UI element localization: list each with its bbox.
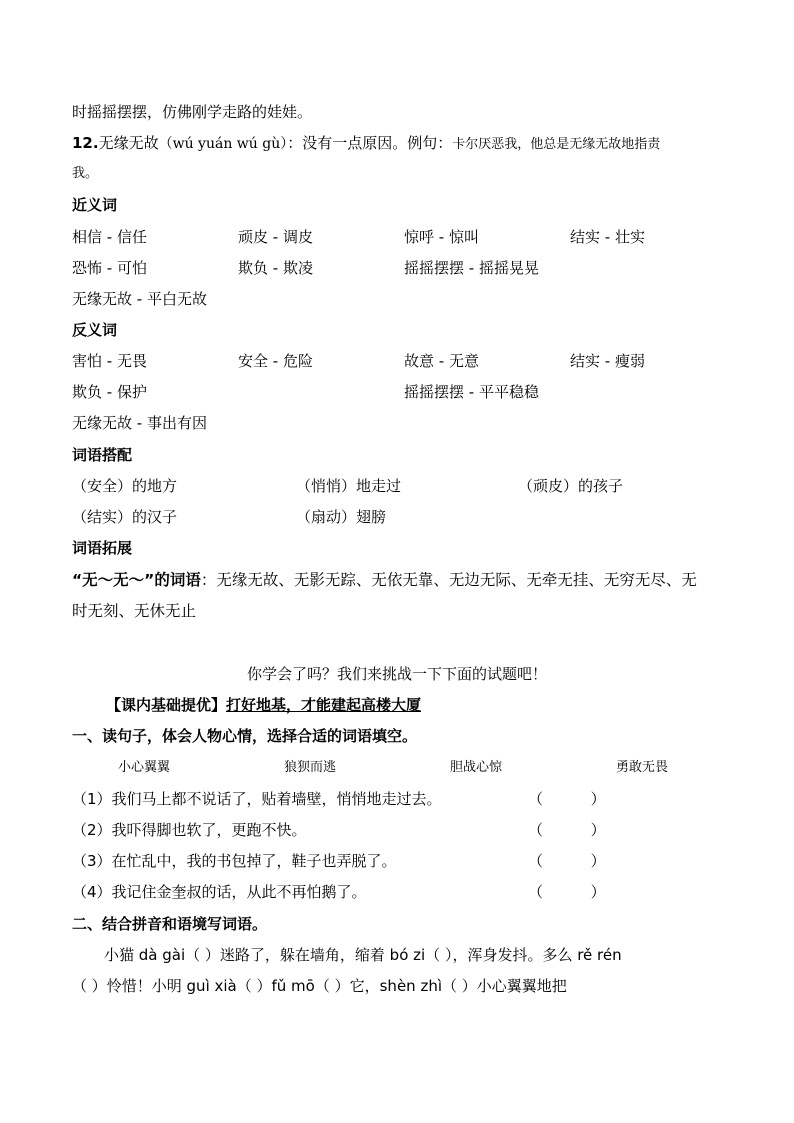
synonyms-heading: 近义词 — [72, 196, 118, 214]
collocation: （顽皮）的孩子 — [518, 477, 624, 495]
antonym-pair: 故意 - 无意 — [404, 352, 479, 370]
section-header — [106, 695, 421, 715]
q2-title: 二、结合拼音和语境写词语。 — [72, 915, 268, 933]
synonym-pair: 摇摇摆摆 - 摇摇晃晃 — [404, 259, 539, 277]
expansion-words: 无缘无故、无影无踪、无依无靠、无边无际、无牵无挂、无穷无尽、无 — [216, 571, 697, 589]
synonym-pair: 结实 - 壮实 — [570, 228, 645, 246]
item-word: 无缘无故 — [98, 134, 159, 152]
q1-option: 勇敢无畏 — [616, 760, 669, 775]
synonym-pair: 顽皮 - 调皮 — [238, 228, 313, 246]
q1-title: 一、读句子，体会人物心情，选择合适的词语填空。 — [72, 727, 418, 745]
item-pinyin: （wú yuán wú gù） — [158, 136, 288, 152]
q1-item: （4）我记住金奎叔的话，从此不再怕鹅了。 — [72, 883, 367, 901]
answer-blank[interactable]: （ ） — [528, 821, 606, 839]
challenge-prompt: 你学会了吗？我们来挑战一下下面的试题吧！ — [246, 665, 547, 683]
antonyms-heading: 反义词 — [72, 321, 118, 339]
example-label: 例句： — [407, 134, 453, 152]
example-text: 卡尔厌恶我，他总是无缘无故地指责 — [452, 137, 661, 152]
q2-text-line2: （ ）怜惜！小明 guì xià（ ）fǔ mō（ ）它，shèn zhì（ ）小心翼翼地把 — [72, 977, 567, 995]
expansion-label: “无～无～”的词语 — [72, 571, 201, 589]
antonym-pair: 欺负 - 保护 — [72, 383, 147, 401]
vocab-item-12 — [72, 133, 660, 155]
answer-blank[interactable]: （ ） — [528, 790, 606, 808]
synonym-pair: 恐怖 - 可怕 — [72, 259, 147, 277]
antonym-pair: 无缘无故 - 事出有因 — [72, 414, 207, 432]
synonym-pair: 欺负 - 欺凌 — [238, 259, 313, 277]
item-definition: ：没有一点原因。 — [287, 134, 408, 152]
expansion-words-line1 — [72, 570, 697, 590]
collocation: （悄悄）地走过 — [296, 477, 402, 495]
expansion-colon: ： — [200, 571, 217, 589]
q1-item: （3）在忙乱中，我的书包掉了，鞋子也弄脱了。 — [72, 852, 397, 870]
antonym-pair: 摇摇摆摆 - 平平稳稳 — [404, 383, 539, 401]
antonym-pair: 害怕 - 无畏 — [72, 352, 147, 370]
q2-text-line1: 小猫 dà gài（ ）迷路了，躲在墙角，缩着 bó zi（ ），浑身发抖。多么 rě rén — [104, 946, 622, 964]
q1-item: （1）我们马上都不说话了，贴着墙壁，悄悄地走过去。 — [72, 790, 442, 808]
answer-blank[interactable]: （ ） — [528, 883, 606, 901]
text-line-continuation: 时摇摇摆摆，仿佛刚学走路的娃娃。 — [72, 103, 313, 121]
collocation: （结实）的汉子 — [72, 508, 178, 526]
section-label: 【课内基础提优】 — [106, 696, 227, 714]
section-motto: 打好地基，才能建起高楼大厦 — [226, 696, 422, 714]
example-continuation: 我。 — [72, 166, 99, 181]
antonym-pair: 结实 - 瘦弱 — [570, 352, 645, 370]
q1-option: 胆战心惊 — [450, 760, 503, 775]
item-number: 12. — [72, 134, 99, 152]
q1-item: （2）我吓得脚也软了，更跑不快。 — [72, 821, 307, 839]
q1-option: 小心翼翼 — [118, 760, 171, 775]
collocation: （安全）的地方 — [72, 477, 178, 495]
antonym-pair: 安全 - 危险 — [238, 352, 313, 370]
collocation: （扇动）翅膀 — [296, 508, 387, 526]
synonym-pair: 相信 - 信任 — [72, 228, 147, 246]
collocations-heading: 词语搭配 — [72, 446, 133, 464]
expansion-heading: 词语拓展 — [72, 539, 133, 557]
expansion-words-line2: 时无刻、无休无止 — [72, 602, 197, 620]
q1-option: 狼狈而逃 — [284, 760, 337, 775]
synonym-pair: 无缘无故 - 平白无故 — [72, 290, 207, 308]
synonym-pair: 惊呼 - 惊叫 — [404, 228, 479, 246]
answer-blank[interactable]: （ ） — [528, 852, 606, 870]
